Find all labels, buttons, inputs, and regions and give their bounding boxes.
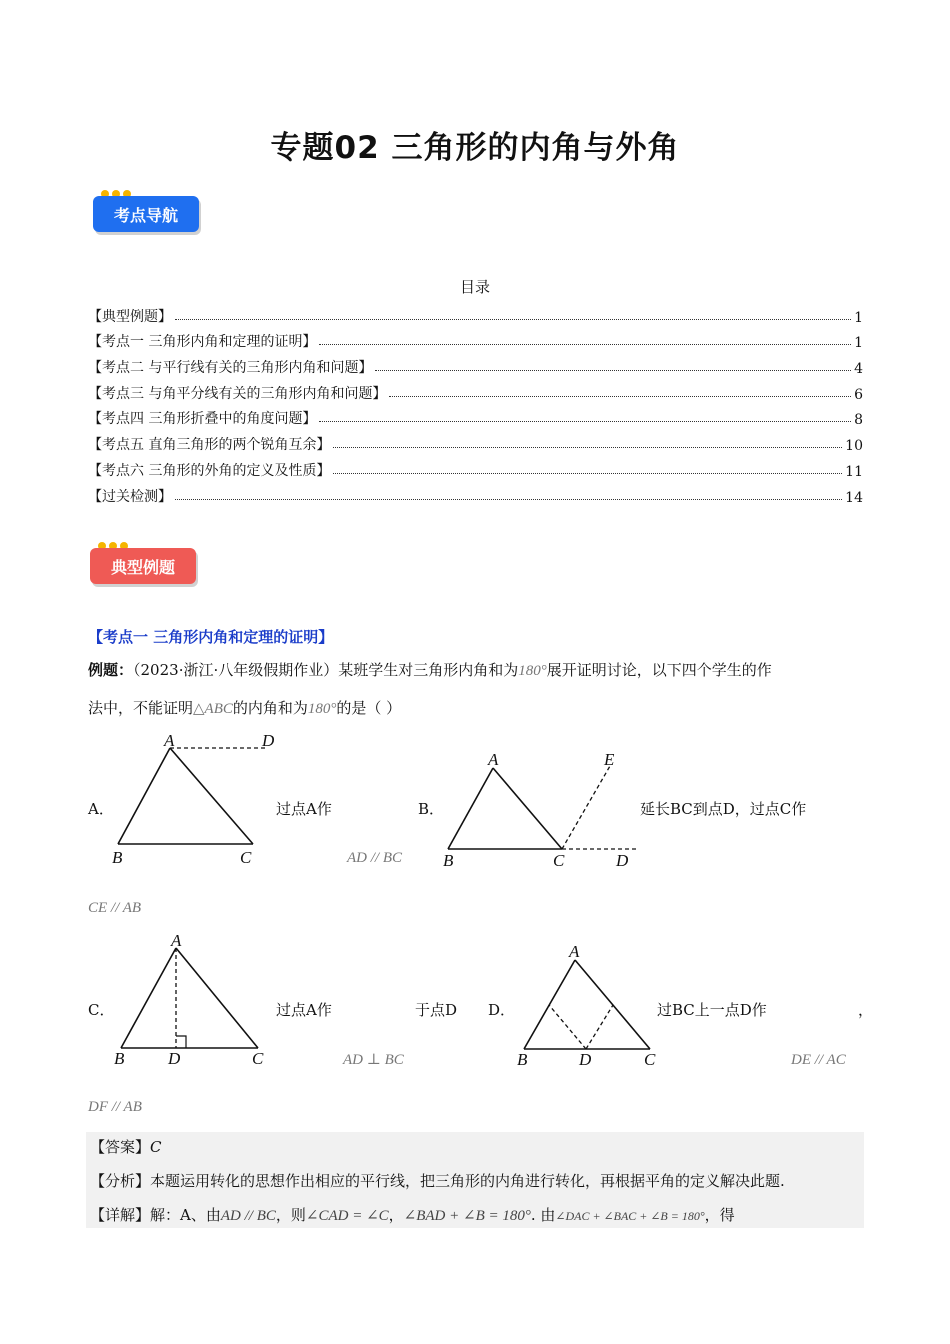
- figure-b: [438, 748, 648, 873]
- answer-line: 【答案】C: [90, 1138, 162, 1156]
- fig-b-label: E: [604, 750, 615, 769]
- fig-a-label: B: [112, 848, 123, 867]
- analysis-line: 【分析】本题运用转化的思想作出相应的平行线，把三角形的内角进行转化，再根据平角的定义解决此题.: [90, 1172, 785, 1190]
- table-of-contents: [88, 300, 863, 506]
- toc-item[interactable]: 【过关检测】 14: [88, 488, 863, 506]
- fig-b-label: C: [553, 851, 565, 870]
- fig-b-label: D: [616, 851, 629, 870]
- toc-item[interactable]: 【考点三 与角平分线有关的三角形内角和问题】 6: [88, 385, 863, 403]
- option-b-letter[interactable]: B．: [418, 800, 445, 818]
- fig-a-label: D: [262, 731, 275, 750]
- fig-d-label: B: [517, 1050, 528, 1069]
- detail-line: 【详解】解：A、由AD // BC，则∠CAD = ∠C，∠BAD + ∠B = 180°. 由∠DAC + ∠BAC + ∠B = 180°，得: [90, 1206, 735, 1224]
- option-d-comma: ，: [858, 1001, 874, 1019]
- option-d-math2: DF // AB: [88, 1099, 142, 1115]
- option-c-math: AD ⊥ BC: [343, 1052, 404, 1068]
- page-title: 专题02 三角形的内角与外角: [270, 130, 680, 166]
- question-line-1: 例题：（2023·浙江·八年级假期作业）某班学生对三角形内角和为180°展开证明讨论，以下四个学生的作: [88, 661, 772, 679]
- option-d-math1: DE // AC: [791, 1052, 846, 1068]
- fig-c-label: B: [114, 1049, 125, 1068]
- option-b-text: 延长BC到点D，过点C作: [640, 800, 807, 818]
- fig-a-label: A: [164, 731, 175, 750]
- toc-item[interactable]: 【考点四 三角形折叠中的角度问题】 8: [88, 411, 863, 429]
- option-a-text: 过点A作: [276, 800, 332, 818]
- toc-heading: 目录: [459, 278, 490, 296]
- toc-item[interactable]: 【考点六 三角形的外角的定义及性质】 11: [88, 462, 863, 480]
- solution-box: [86, 1132, 864, 1228]
- option-a-math: AD // BC: [347, 850, 402, 866]
- section-heading: 【考点一 三角形内角和定理的证明】: [88, 628, 334, 646]
- fig-d-label: C: [644, 1050, 656, 1069]
- toc-item[interactable]: 【典型例题】 1: [88, 308, 863, 326]
- option-b-math: CE // AB: [88, 900, 142, 916]
- option-a-letter[interactable]: A．: [88, 800, 114, 818]
- toc-item[interactable]: 【考点五 直角三角形的两个锐角互余】 10: [88, 437, 863, 455]
- fig-b-label: A: [488, 750, 499, 769]
- figure-c: [108, 930, 278, 1070]
- figure-a: [108, 730, 288, 870]
- toc-item[interactable]: 【考点一 三角形内角和定理的证明】 1: [88, 334, 863, 352]
- nav-badge: 考点导航: [93, 196, 199, 232]
- example-badge: 典型例题: [90, 548, 196, 584]
- fig-c-label: D: [168, 1049, 181, 1068]
- question-line-2: 法中，不能证明△ABC的内角和为180°的是（ ）: [88, 699, 402, 717]
- toc-item[interactable]: 【考点二 与平行线有关的三角形内角和问题】 4: [88, 360, 863, 378]
- option-d-letter[interactable]: D．: [488, 1001, 516, 1019]
- option-c-text1: 过点A作: [276, 1001, 332, 1019]
- option-c-text2: 于点D: [415, 1001, 458, 1019]
- figure-d: [510, 938, 670, 1073]
- option-d-text: 过BC上一点D作: [657, 1001, 767, 1019]
- fig-c-label: A: [171, 931, 182, 950]
- fig-d-label: A: [569, 942, 580, 961]
- fig-b-label: B: [443, 851, 454, 870]
- fig-d-label: D: [579, 1050, 592, 1069]
- fig-c-label: C: [252, 1049, 264, 1068]
- fig-a-label: C: [240, 848, 252, 867]
- option-c-letter[interactable]: C．: [88, 1001, 115, 1019]
